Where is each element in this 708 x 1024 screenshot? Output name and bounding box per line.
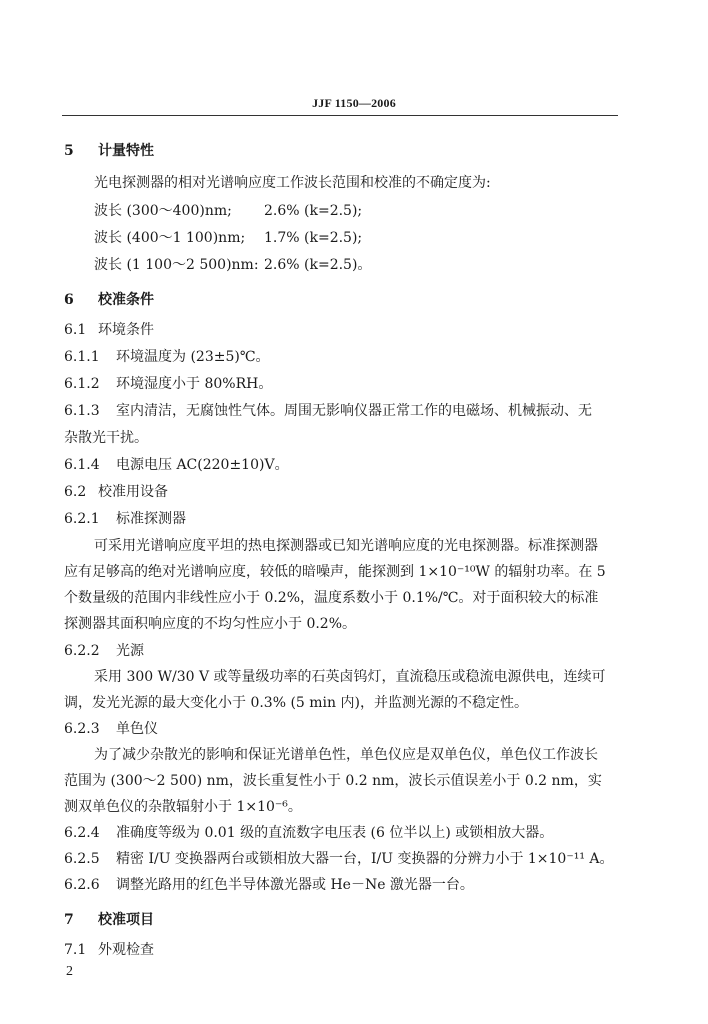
clause-number: 6.2.1 (64, 511, 100, 527)
clause-text: 准确度等级为 0.01 级的直流数字电压表 (6 位半以上) 或锁相放大器。 (116, 825, 554, 841)
clause-number: 6.2.3 (64, 721, 100, 737)
clause-7-1 (64, 941, 154, 959)
clause-title: 光源 (116, 643, 144, 659)
paragraph-line: 范围为 (300～2 500) nm，波长重复性小于 0.2 nm，波长示值误差小于 0.2 nm，实 (64, 773, 602, 789)
section-number: 7 (64, 912, 74, 928)
clause-6-2-1 (64, 510, 186, 528)
header-rule (62, 115, 618, 116)
clause-number: 6.2.5 (64, 851, 100, 867)
clause-number: 6.1 (64, 322, 87, 338)
clause-6-2-5 (64, 850, 614, 868)
clause-6-1-1 (64, 348, 270, 366)
section-5-heading (64, 142, 154, 160)
section-title: 校准项目 (98, 912, 154, 928)
wavelength-range: 波长 (300～400)nm; (94, 203, 232, 219)
clause-number: 6.1.3 (64, 403, 100, 419)
clause-number: 6.2.2 (64, 643, 100, 659)
paragraph-line: 探测器其面积响应度的不均匀性应小于 0.2%。 (64, 616, 357, 632)
section-title: 计量特性 (98, 143, 154, 159)
section-7-heading (64, 911, 154, 929)
clause-number: 6.1.1 (64, 349, 100, 365)
clause-6-2-2 (64, 642, 144, 660)
uncertainty-value: 2.6% (k=2.5)。 (264, 257, 372, 273)
clause-6-1-3-cont: 杂散光干扰。 (64, 430, 148, 446)
clause-text: 电源电压 AC(220±10)V。 (116, 457, 289, 473)
clause-text: 精密 I/U 变换器两台或锁相放大器一台，I/U 变换器的分辨力小于 1×10⁻¹¹ A。 (116, 851, 614, 867)
paragraph-line: 为了减少杂散光的影响和保证光谱单色性，单色仪应是双单色仪，单色仪工作波长 (94, 747, 598, 763)
paragraph-line: 应有足够高的绝对光谱响应度，较低的暗噪声，能探测到 1×10⁻¹⁰W 的辐射功率。在 5 (64, 564, 606, 580)
uncertainty-row-3 (94, 256, 371, 274)
wavelength-range: 波长 (1 100～2 500)nm: (94, 257, 259, 273)
section-number: 6 (64, 292, 74, 308)
paragraph-line: 测双单色仪的杂散辐射小于 1×10⁻⁶。 (64, 799, 302, 815)
clause-6-1-3 (64, 402, 592, 420)
uncertainty-row-2 (94, 229, 362, 247)
clause-title: 标准探测器 (116, 511, 186, 527)
clause-title: 外观检查 (98, 942, 154, 958)
clause-text: 调整光路用的红色半导体激光器或 He－Ne 激光器一台。 (116, 877, 474, 893)
section-6-heading (64, 291, 154, 309)
clause-number: 6.1.2 (64, 376, 100, 392)
wavelength-range: 波长 (400～1 100)nm; (94, 230, 246, 246)
paragraph-line: 调，发光光源的最大变化小于 0.3% (5 min 内)，并监测光源的不稳定性。 (64, 695, 528, 711)
clause-number: 6.2.4 (64, 825, 100, 841)
section-5-intro: 光电探测器的相对光谱响应度工作波长范围和校准的不确定度为: (94, 175, 491, 191)
clause-6-2-3 (64, 720, 158, 738)
clause-6-2-4 (64, 824, 553, 842)
clause-text: 室内清洁，无腐蚀性气体。周围无影响仪器正常工作的电磁场、机械振动、无 (116, 403, 592, 419)
paragraph-line: 可采用光谱响应度平坦的热电探测器或已知光谱响应度的光电探测器。标准探测器 (94, 538, 598, 554)
clause-number: 7.1 (64, 942, 87, 958)
clause-title: 单色仪 (116, 721, 158, 737)
uncertainty-row-1 (94, 202, 362, 220)
clause-number: 6.1.4 (64, 457, 100, 473)
uncertainty-value: 1.7% (k=2.5); (264, 230, 363, 246)
uncertainty-value: 2.6% (k=2.5); (264, 203, 363, 219)
clause-6-1 (64, 321, 154, 339)
clause-number: 6.2 (64, 484, 87, 500)
page-number: 2 (66, 964, 73, 979)
clause-text: 环境温度为 (23±5)℃。 (116, 349, 270, 365)
clause-6-1-4 (64, 456, 289, 474)
clause-6-2 (64, 483, 168, 501)
section-title: 校准条件 (98, 292, 154, 308)
paragraph-line: 个数量级的范围内非线性应小于 0.2%，温度系数小于 0.1%/℃。对于面积较大的标准 (64, 590, 599, 606)
clause-title: 校准用设备 (98, 484, 168, 500)
clause-6-1-2 (64, 375, 272, 393)
clause-6-2-6 (64, 876, 474, 894)
paragraph-line: 采用 300 W/30 V 或等量级功率的石英卤钨灯，直流稳压或稳流电源供电，连续可 (94, 669, 606, 685)
clause-title: 环境条件 (98, 322, 154, 338)
clause-text: 环境湿度小于 80%RH。 (116, 376, 273, 392)
clause-number: 6.2.6 (64, 877, 100, 893)
document-code-header: JJF 1150—2006 (312, 96, 396, 110)
section-number: 5 (64, 143, 74, 159)
